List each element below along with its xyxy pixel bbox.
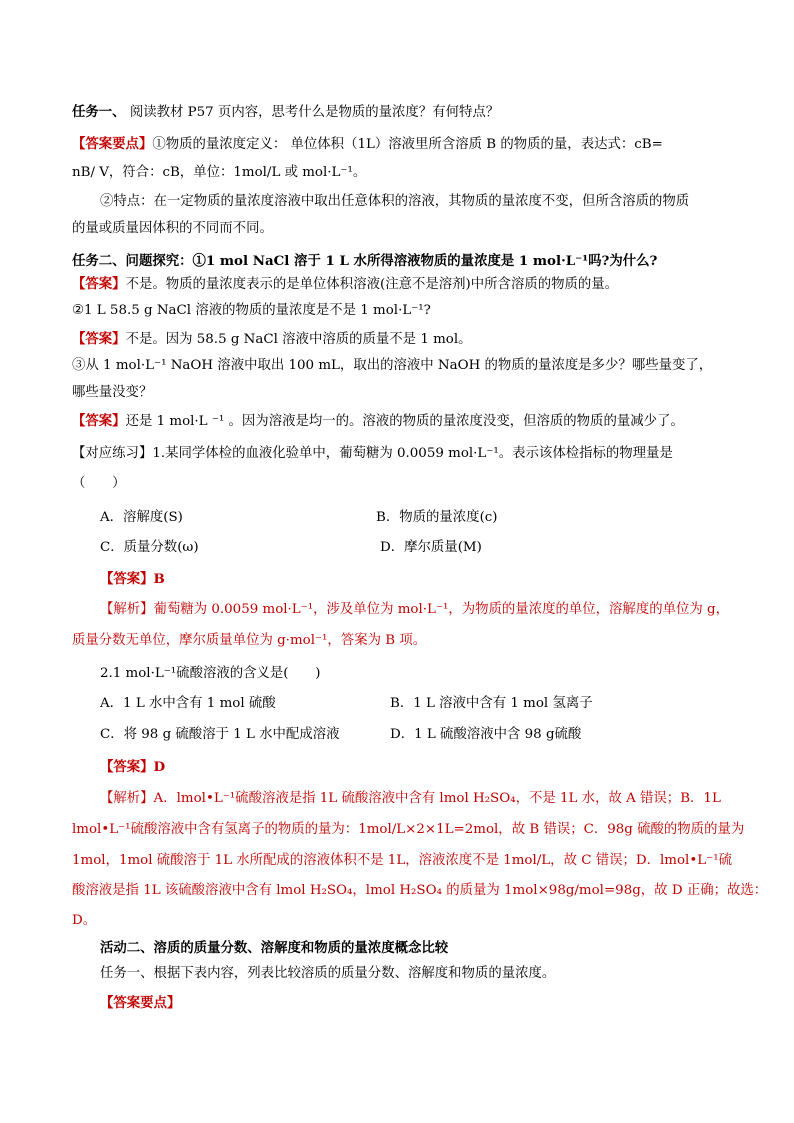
question2b: ②1 L 58.5 g NaCl 溶液的物质的量浓度是不是 1 mol·L⁻¹? (72, 303, 431, 318)
answer-key1-line2: nB/ V，符合：cB，单位：1mol/L 或 mol·L⁻¹。 (72, 165, 367, 180)
task1-text: 阅读教材 P57 页内容，思考什么是物质的量浓度？有何特点？ (129, 105, 500, 120)
answer-key-label: 【答案要点】 (72, 136, 153, 152)
practice2-explanation-line4: 酸溶液是指 1L 该硫酸溶液中含有 lmol H₂SO₄，lmol H₂SO₄ 的质量为 1mol×98g/mol=98g，故 D 正确；故选： (72, 883, 768, 898)
practice1-option-c: C．质量分数(ω) (100, 540, 199, 555)
task1-question (72, 102, 732, 123)
practice1-explanation-line1: 【解析】葡萄糖为 0.0059 mol·L⁻¹，涉及单位为 mol·L⁻¹，为物质的量浓度的单位，溶解度的单位为 g， (100, 602, 729, 617)
practice2-explanation-line5: D。 (72, 913, 97, 928)
practice2-explanation-line3: 1mol，1mol 硫酸溶于 1L 水所配成的溶液体积不是 1L，溶液浓度不是 1mol/L，故 C 错误；D．lmol•L⁻¹硫 (72, 853, 732, 868)
task2-text: 任务二、问题探究：①1 mol NaCl 溶于 1 L 水所得溶液物质的量浓度是 1 mol·L⁻¹吗?为什么? (72, 253, 658, 269)
answer-label: 【答案】 (72, 331, 126, 347)
answer2b-text: 不是。因为 58.5 g NaCl 溶液中溶质的质量不是 1 mol。 (125, 332, 472, 347)
practice1-answer: 【答案】B (100, 571, 165, 587)
practice1-line2: （ ） (72, 476, 126, 491)
answer2c-text: 还是 1 mol·L ⁻¹ 。因为溶液是均一的。溶液的物质的量浓度没变，但溶质的物质的量减少了。 (125, 414, 684, 429)
practice1-explanation-line2: 质量分数无单位，摩尔质量单位为 g·mol⁻¹，答案为 B 项。 (72, 633, 427, 648)
answer2b (72, 329, 732, 350)
question2c-line1: ③从 1 mol·L⁻¹ NaOH 溶液中取出 100 mL，取出的溶液中 NaOH 的物质的量浓度是多少？哪些量变了， (72, 358, 713, 373)
practice2-explanation-line2: lmol•L⁻¹硫酸溶液中含有氢离子的物质的量为：1mol/L×2×1L=2mol，故 B 错误；C．98g 硫酸的物质的量为 (72, 822, 745, 837)
answer-label: 【答案】 (72, 276, 126, 292)
answer-key1-line1 (72, 134, 732, 155)
practice2-option-d: D．1 L 硫酸溶液中含 98 g硫酸 (390, 727, 582, 742)
answer-key1-line4: 的量或质量因体积的不同而不同。 (72, 221, 273, 236)
answer-key1-line3: ②特点：在一定物质的量浓度溶液中取出任意体积的溶液，其物质的量浓度不变，但所含溶质的物质 (100, 194, 690, 209)
activity2-answer-key-label: 【答案要点】 (100, 995, 181, 1011)
practice2-question: 2.1 mol·L⁻¹硫酸溶液的含义是( ) (100, 666, 321, 681)
practice1-option-d: D．摩尔质量(M) (380, 540, 482, 555)
task1-label: 任务一、 (72, 104, 126, 120)
answer2c (72, 411, 732, 432)
task2-question (72, 251, 732, 272)
practice2-option-c: C．将 98 g 硫酸溶于 1 L 水中配成溶液 (100, 727, 340, 742)
activity2-heading: 活动二、溶质的质量分数、溶解度和物质的量浓度概念比较 (100, 940, 449, 956)
activity2-task1: 任务一、根据下表内容，列表比较溶质的质量分数、溶解度和物质的量浓度。 (100, 966, 556, 981)
practice1-line1: 【对应练习】1.某同学体检的血液化验单中，葡萄糖为 0.0059 mol·L⁻¹。表示该体检指标的物理量是 (72, 446, 673, 461)
practice2-option-b: B．1 L 溶液中含有 1 mol 氢离子 (390, 696, 593, 711)
practice1-option-b: B．物质的量浓度(c) (376, 510, 498, 525)
practice2-option-a: A．1 L 水中含有 1 mol 硫酸 (100, 696, 276, 711)
answer2-text: 不是。物质的量浓度表示的是单位体积溶液(注意不是溶剂)中所含溶质的物质的量。 (125, 277, 619, 292)
practice2-answer: 【答案】D (100, 759, 166, 775)
answer2 (72, 274, 732, 295)
question2c-line2: 哪些量没变？ (72, 385, 153, 400)
answer-key1-text: ①物质的量浓度定义： 单位体积（1L）溶液里所含溶质 B 的物质的量，表达式：cB= (152, 137, 663, 152)
answer-label: 【答案】 (72, 413, 126, 429)
practice1-option-a: A．溶解度(S) (100, 510, 183, 525)
practice2-explanation-line1: 【解析】A．lmol•L⁻¹硫酸溶液是指 1L 硫酸溶液中含有 lmol H₂SO₄，不是 1L 水，故 A 错误；B．1L (100, 791, 721, 806)
